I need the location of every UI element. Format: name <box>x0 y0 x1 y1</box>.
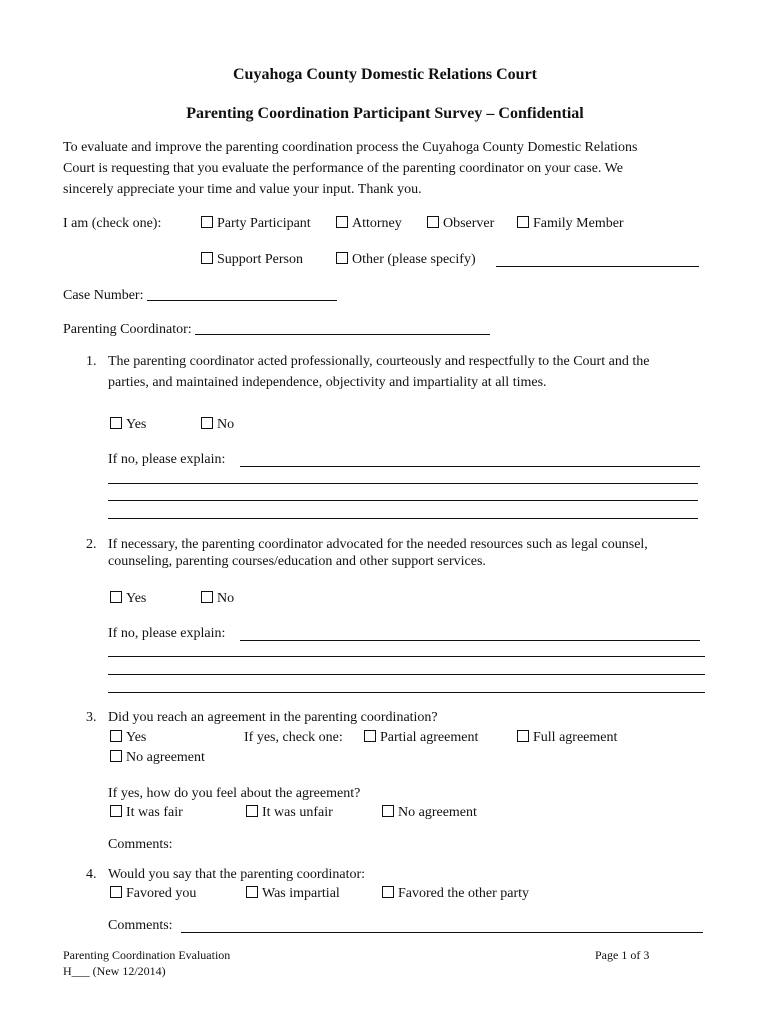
coordinator-row <box>63 321 490 338</box>
q1-explain-line[interactable] <box>108 500 698 501</box>
q1-line-2: parties, and maintained independence, objectivity and impartiality at all times. <box>108 375 547 390</box>
q4-favored-you-label: Favored you <box>126 886 197 901</box>
q4-favored-other-label: Favored the other party <box>398 886 530 901</box>
q1-explain-line[interactable] <box>108 518 698 519</box>
q2-explain-line[interactable] <box>108 692 705 693</box>
checkbox[interactable] <box>246 886 258 898</box>
q3-partial[interactable] <box>364 730 478 746</box>
case-number-field[interactable] <box>147 287 337 301</box>
footer-form-name: Parenting Coordination Evaluation <box>63 948 231 962</box>
checkbox[interactable] <box>201 417 213 429</box>
role-other-specify-line[interactable] <box>496 266 699 267</box>
q1-line-1: The parenting coordinator acted professionally, courteously and respectfully to the Court and the <box>108 354 650 369</box>
checkbox[interactable] <box>517 216 529 228</box>
q3-unfair[interactable] <box>246 805 333 821</box>
q4-favored-other[interactable] <box>382 886 529 902</box>
q3-full[interactable] <box>517 730 617 746</box>
q4-impartial[interactable] <box>246 886 340 902</box>
role-party-participant[interactable] <box>201 216 311 232</box>
q2-line-1: If necessary, the parenting coordinator advocated for the needed resources such as legal counsel, <box>108 537 648 552</box>
q3-no-agreement-2-label: No agreement <box>398 805 477 820</box>
q2-explain-label: If no, please explain: <box>108 626 226 641</box>
q1-explain-line[interactable] <box>108 483 698 484</box>
q4-comments-label: Comments: <box>108 918 173 933</box>
checkbox[interactable] <box>201 216 213 228</box>
q4-number: 4. <box>86 867 97 882</box>
checkbox[interactable] <box>246 805 258 817</box>
q3-if-yes-label: If yes, check one: <box>244 730 343 745</box>
q2-explain-line[interactable] <box>240 640 700 641</box>
q3-partial-label: Partial agreement <box>380 730 479 745</box>
q3-unfair-label: It was unfair <box>262 805 333 820</box>
checkbox[interactable] <box>382 805 394 817</box>
checkbox[interactable] <box>427 216 439 228</box>
q3-comments-label: Comments: <box>108 837 173 852</box>
footer-form-code: H___ (New 12/2014) <box>63 964 166 978</box>
intro-line-2: Court is requesting that you evaluate the performance of the parenting coordinator on your case. We <box>63 161 623 176</box>
checkbox[interactable] <box>110 886 122 898</box>
case-number-row <box>63 287 337 304</box>
q3-fair-label: It was fair <box>126 805 183 820</box>
checkbox[interactable] <box>110 730 122 742</box>
q2-line-2: counseling, parenting courses/education and other support services. <box>108 554 486 569</box>
q2-yes[interactable] <box>110 591 146 607</box>
case-number-label: Case Number: <box>63 288 144 303</box>
checkbox[interactable] <box>110 591 122 603</box>
checkbox[interactable] <box>201 252 213 264</box>
role-observer[interactable] <box>427 216 494 232</box>
coordinator-label: Parenting Coordinator: <box>63 322 192 337</box>
q2-yes-label: Yes <box>126 591 147 606</box>
q3-question: Did you reach an agreement in the parenting coordination? <box>108 710 438 725</box>
q1-no[interactable] <box>201 417 234 433</box>
role-party-participant-label: Party Participant <box>217 216 311 231</box>
q4-impartial-label: Was impartial <box>262 886 340 901</box>
checkbox[interactable] <box>382 886 394 898</box>
q3-no-agreement-2[interactable] <box>382 805 477 821</box>
checkbox[interactable] <box>201 591 213 603</box>
checkbox[interactable] <box>364 730 376 742</box>
footer-page-number: Page 1 of 3 <box>595 948 650 962</box>
q4-favored-you[interactable] <box>110 886 196 902</box>
role-attorney[interactable] <box>336 216 402 232</box>
q2-explain-line[interactable] <box>108 656 705 657</box>
checkbox[interactable] <box>110 417 122 429</box>
role-support-person-label: Support Person <box>217 252 303 267</box>
checkbox[interactable] <box>110 750 122 762</box>
q3-no-agreement-label: No agreement <box>126 750 205 765</box>
q4-question: Would you say that the parenting coordinator: <box>108 867 366 882</box>
q1-yes-label: Yes <box>126 417 147 432</box>
role-other-label: Other (please specify) <box>352 252 476 267</box>
role-family-member-label: Family Member <box>533 216 624 231</box>
q3-no-agreement[interactable] <box>110 750 205 766</box>
role-observer-label: Observer <box>443 216 495 231</box>
role-attorney-label: Attorney <box>352 216 402 231</box>
q1-no-label: No <box>217 417 235 432</box>
q2-explain-line[interactable] <box>108 674 705 675</box>
q3-full-label: Full agreement <box>533 730 618 745</box>
checkbox[interactable] <box>336 252 348 264</box>
intro-line-1: To evaluate and improve the parenting coordination process the Cuyahoga County Domestic Relations <box>63 140 638 155</box>
role-family-member[interactable] <box>517 216 624 232</box>
q3-feel-question: If yes, how do you feel about the agreement? <box>108 786 361 801</box>
q3-yes-label: Yes <box>126 730 147 745</box>
q1-number: 1. <box>86 354 97 369</box>
role-support-person[interactable] <box>201 252 303 268</box>
q2-no[interactable] <box>201 591 234 607</box>
coordinator-field[interactable] <box>195 321 490 335</box>
q2-number: 2. <box>86 537 97 552</box>
q2-no-label: No <box>217 591 235 606</box>
checkbox[interactable] <box>110 805 122 817</box>
q3-number: 3. <box>86 710 97 725</box>
checkbox[interactable] <box>517 730 529 742</box>
form-title: Parenting Coordination Participant Survey – Confidential <box>186 105 584 122</box>
q1-explain-label: If no, please explain: <box>108 452 226 467</box>
role-other[interactable] <box>336 252 476 268</box>
role-label: I am (check one): <box>63 216 162 231</box>
checkbox[interactable] <box>336 216 348 228</box>
court-name: Cuyahoga County Domestic Relations Court <box>233 66 537 83</box>
q3-yes[interactable] <box>110 730 146 746</box>
q1-yes[interactable] <box>110 417 146 433</box>
q1-explain-line[interactable] <box>240 466 700 467</box>
q3-fair[interactable] <box>110 805 183 821</box>
q4-comments-line[interactable] <box>181 932 703 933</box>
intro-line-3: sincerely appreciate your time and value your input. Thank you. <box>63 182 422 197</box>
